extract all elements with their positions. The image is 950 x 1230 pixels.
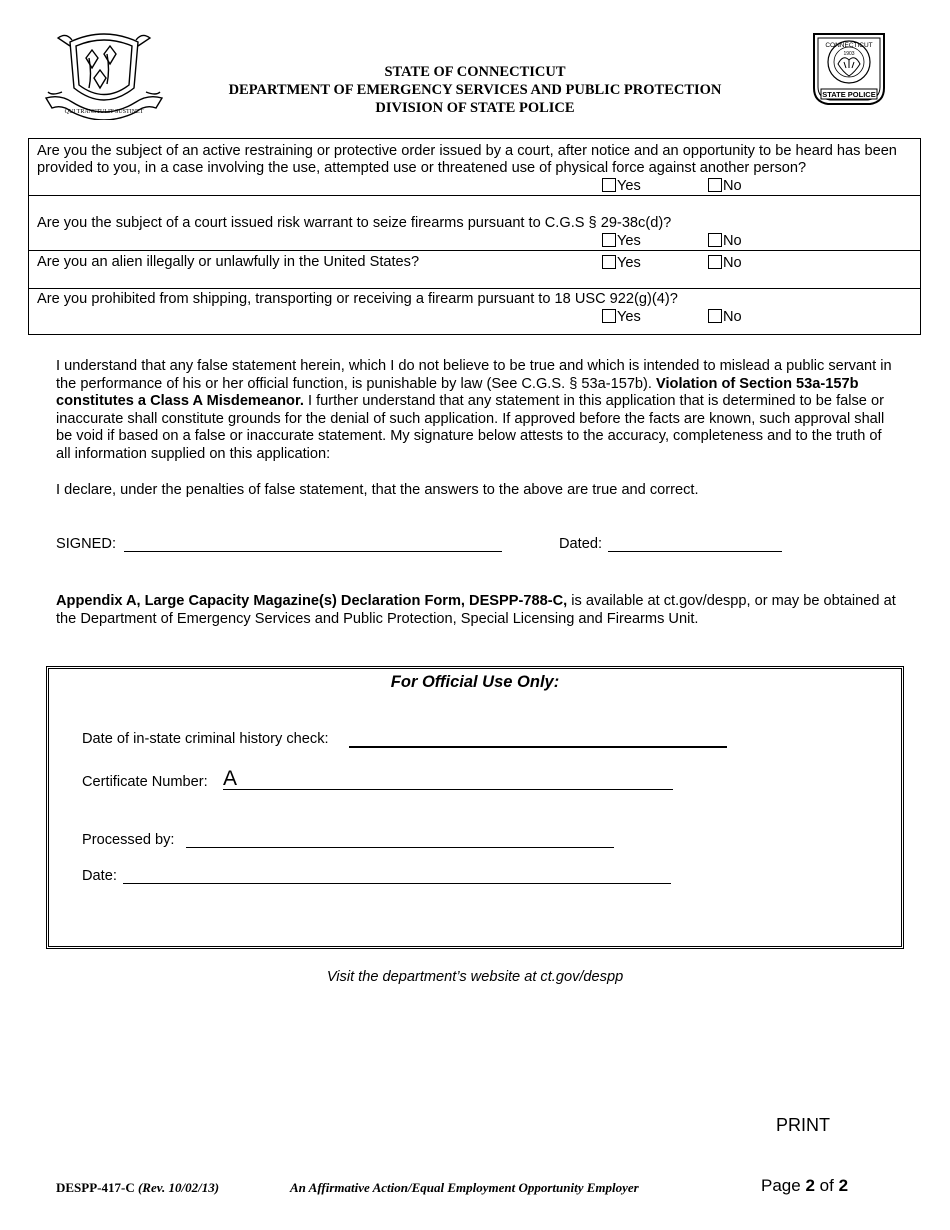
form-code: DESPP-417-C (Rev. 10/02/13) bbox=[56, 1180, 220, 1195]
certificate-prefix: A bbox=[223, 767, 238, 790]
page-number: Page 2 of 2 bbox=[761, 1176, 849, 1195]
yes-checkbox[interactable] bbox=[602, 233, 616, 247]
svg-text:QUI TRANSTULIT SUSTINET: QUI TRANSTULIT SUSTINET bbox=[64, 109, 144, 115]
badge-top-text: CONNECTICUT bbox=[825, 42, 873, 49]
yes-option[interactable]: Yes bbox=[602, 178, 641, 194]
question-row-restraining-order bbox=[29, 139, 920, 196]
no-option[interactable]: No bbox=[708, 178, 742, 194]
yes-option[interactable]: Yes bbox=[602, 309, 641, 325]
yes-checkbox[interactable] bbox=[602, 309, 616, 323]
appendix-title: Appendix A, Large Capacity Magazine(s) Declaration Form, DESPP-788-C, bbox=[56, 593, 568, 609]
dated-label: Dated: bbox=[559, 536, 602, 552]
false-statement-paragraph: I understand that any false statement herein, which I do not believe to be true and which is intended to mislead a public servant in the performance of his or her official function, is punishable by law (See C.G.S. § 53a-157b). Violation of Section 53a-157b constitutes a Class A Misdemeanor. I further understand that any statement in this application that is determined to be false or inaccurate shall constitute grounds for the denial of such application. If approved before the facts are known, such approval shall be void if based on a false or inaccurate statement. My signature below attests to the accuracy, completeness and to the truth of all information supplied on this application: bbox=[56, 358, 892, 462]
signature-line[interactable] bbox=[124, 551, 502, 552]
badge-bottom-text: STATE POLICE bbox=[822, 90, 876, 99]
misdemeanor-warning: Violation of Section 53a-157b constitutes a Class A Misdemeanor. bbox=[56, 375, 859, 410]
question-text: Are you the subject of an active restraining or protective order issued by a court, after notice and an opportunity to be heard has been provided to you, in a case involving the use, attempted use or threatened use of physical force against another person? bbox=[37, 143, 897, 176]
certificate-number-label: Certificate Number: bbox=[82, 774, 208, 790]
yes-option[interactable]: Yes bbox=[602, 233, 641, 249]
no-checkbox[interactable] bbox=[708, 309, 722, 323]
declaration-text: I declare, under the penalties of false statement, that the answers to the above are true and correct. bbox=[56, 482, 699, 498]
employer-statement: An Affirmative Action/Equal Employment Opportunity Employer bbox=[290, 1180, 639, 1195]
questions-table bbox=[28, 138, 921, 335]
badge-year-text: 1903 bbox=[843, 51, 855, 57]
appendix-paragraph: Appendix A, Large Capacity Magazine(s) Declaration Form, DESPP-788-C, is available at ct.gov/despp, or may be obtained at the Department of Emergency Services and Public Protection, Special Licensing and Firearms Unit. bbox=[56, 593, 896, 627]
question-row-risk-warrant bbox=[29, 195, 920, 251]
no-checkbox[interactable] bbox=[708, 233, 722, 247]
official-date-line[interactable] bbox=[123, 883, 671, 884]
header-division: DIVISION OF STATE POLICE bbox=[375, 100, 575, 116]
header-department: DEPARTMENT OF EMERGENCY SERVICES AND PUBLIC PROTECTION bbox=[228, 82, 722, 98]
question-text: Are you the subject of a court issued risk warrant to seize firearms pursuant to C.G.S § 29-38c(d)? bbox=[37, 215, 672, 231]
yes-option[interactable]: Yes bbox=[602, 255, 641, 271]
question-text: Are you prohibited from shipping, transporting or receiving a firearm pursuant to 18 USC 922(g)(4)? bbox=[37, 291, 678, 307]
question-row-firearm-prohibition bbox=[29, 288, 920, 334]
processed-by-line[interactable] bbox=[186, 847, 614, 848]
official-use-title: For Official Use Only: bbox=[390, 673, 560, 691]
question-row-alien-status bbox=[29, 250, 920, 289]
no-checkbox[interactable] bbox=[708, 255, 722, 269]
yes-checkbox[interactable] bbox=[602, 178, 616, 192]
no-checkbox[interactable] bbox=[708, 178, 722, 192]
no-option[interactable]: No bbox=[708, 233, 742, 249]
state-police-badge-logo bbox=[808, 30, 890, 110]
print-button[interactable]: PRINT bbox=[776, 1115, 830, 1135]
certificate-number-line[interactable] bbox=[223, 789, 673, 790]
signed-label: SIGNED: bbox=[56, 536, 117, 552]
processed-by-label: Processed by: bbox=[82, 832, 175, 848]
state-seal-logo bbox=[42, 28, 166, 120]
history-check-label: Date of in-state criminal history check: bbox=[82, 731, 329, 747]
history-check-line[interactable] bbox=[349, 746, 727, 748]
yes-checkbox[interactable] bbox=[602, 255, 616, 269]
no-option[interactable]: No bbox=[708, 309, 742, 325]
official-use-box bbox=[46, 666, 904, 949]
website-note: Visit the department’s website at ct.gov/despp bbox=[326, 969, 624, 985]
no-option[interactable]: No bbox=[708, 255, 742, 271]
dated-line[interactable] bbox=[608, 551, 782, 552]
official-date-label: Date: bbox=[82, 868, 117, 884]
header-state: STATE OF CONNECTICUT bbox=[384, 64, 566, 80]
question-text: Are you an alien illegally or unlawfully in the United States? bbox=[37, 254, 420, 270]
